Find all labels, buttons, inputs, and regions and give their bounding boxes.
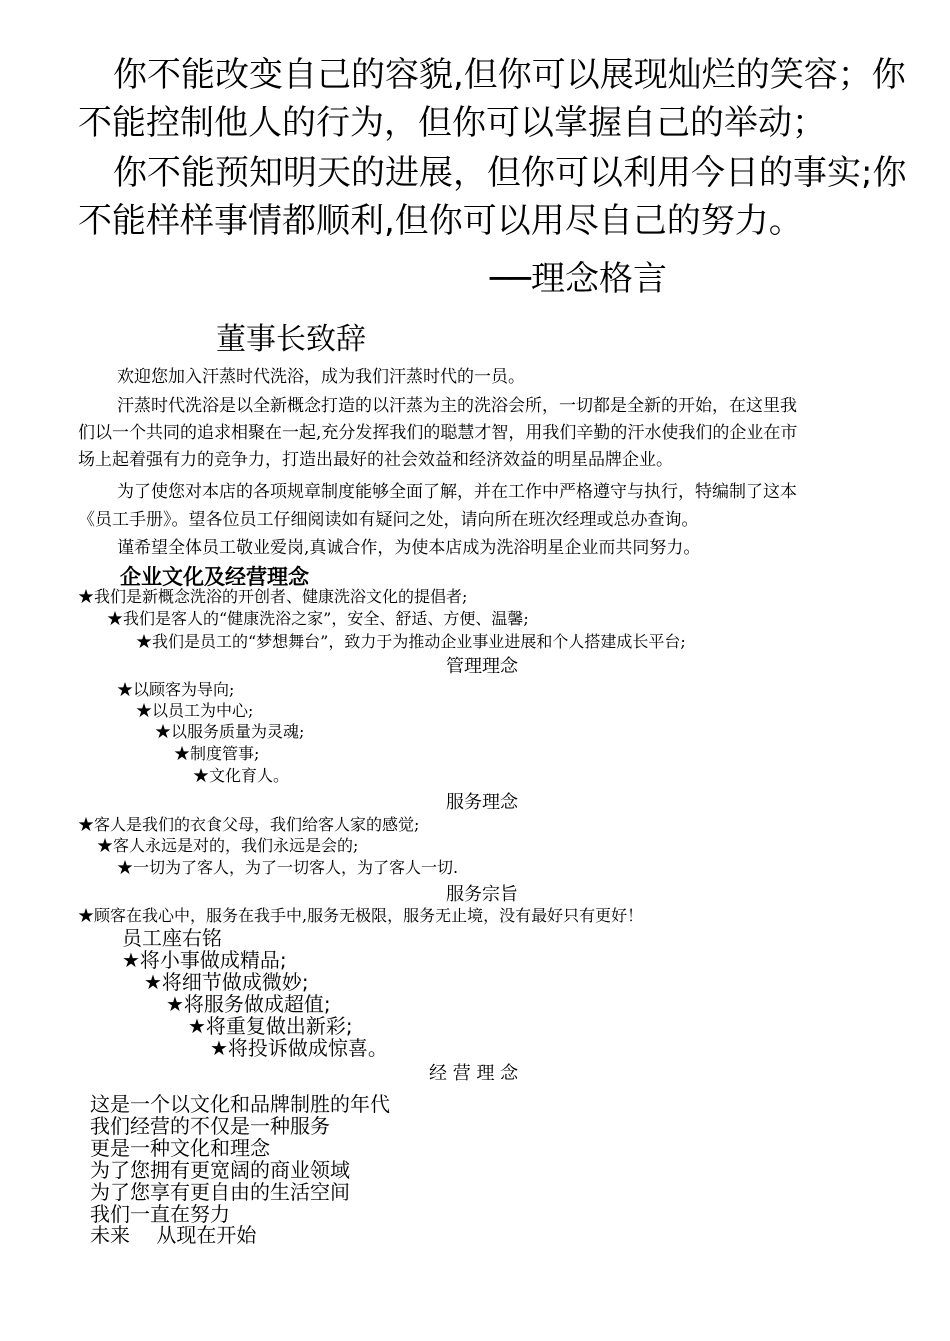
culture-title: 企业文化及经营理念	[120, 565, 309, 589]
chairman-para-2b: 们以一个共同的追求相聚在一起,充分发挥我们的聪慧才智，用我们辛勤的汗水使我们的企业在市	[78, 423, 798, 443]
staff-motto-item: ★将服务做成超值;	[166, 992, 331, 1016]
staff-motto-item: ★将投诉做成惊喜。	[210, 1036, 388, 1060]
business-line: 未来 从现在开始	[90, 1223, 257, 1247]
service-item: ★客人永远是对的，我们永远是会的;	[97, 836, 359, 855]
service-item: ★客人是我们的衣食父母，我们给客人家的感觉;	[78, 815, 420, 834]
chairman-para-2: 汗蒸时代洗浴是以全新概念打造的以汗蒸为主的洗浴会所，一切都是全新的开始，在这里我	[117, 396, 797, 416]
chairman-para-3b: 《员工手册》。望各位员工仔细阅读如有疑问之处，请向所在班次经理或总办查询。	[78, 510, 699, 530]
culture-item: ★我们是客人的“健康洗浴之家”，安全、舒适、方便、温馨;	[107, 609, 529, 628]
management-item: ★以员工为中心;	[136, 701, 254, 720]
staff-motto-title: 员工座右铭	[122, 926, 222, 950]
service-title: 服务理念	[446, 792, 518, 813]
chairman-para-2c: 场上起着强有力的竞争力，打造出最好的社会效益和经济效益的明星品牌企业。	[78, 450, 673, 470]
chairman-title: 董事长致辞	[216, 322, 366, 357]
chairman-para-1: 欢迎您加入汗蒸时代洗浴，成为我们汗蒸时代的一员。	[117, 367, 525, 387]
motto-line-4: 不能样样事情都顺利,但你可以用尽自己的努力。	[78, 201, 803, 241]
motto-signature: ──理念格言	[490, 259, 667, 299]
business-title: 经 营 理 念	[429, 1063, 519, 1084]
business-line: 更是一种文化和理念	[90, 1136, 270, 1160]
staff-motto-item: ★将重复做出新彩;	[188, 1014, 353, 1038]
motto-line-1: 你不能改变自己的容貌,但你可以展现灿烂的笑容；你	[113, 55, 906, 95]
culture-item: ★我们是新概念洗浴的开创者、健康洗浴文化的提倡者;	[78, 587, 468, 606]
staff-motto-item: ★将细节做成微妙;	[144, 970, 309, 994]
management-item: ★以服务质量为灵魂;	[155, 722, 305, 741]
staff-motto-item: ★将小事做成精品;	[122, 948, 287, 972]
purpose-title: 服务宗旨	[446, 884, 518, 905]
motto-line-2: 不能控制他人的行为，但你可以掌握自己的举动；	[78, 103, 826, 143]
motto-line-3: 你不能预知明天的进展，但你可以利用今日的事实;你	[113, 153, 907, 193]
business-line: 这是一个以文化和品牌制胜的年代	[90, 1092, 390, 1116]
chairman-para-4: 谨希望全体员工敬业爱岗,真诚合作，为使本店成为洗浴明星企业而共同努力。	[117, 538, 701, 558]
management-title: 管理理念	[446, 656, 518, 677]
management-item: ★文化育人。	[193, 766, 290, 785]
business-line: 我们经营的不仅是一种服务	[90, 1114, 330, 1138]
business-line: 为了您拥有更宽阔的商业领域	[90, 1158, 350, 1182]
purpose-item: ★顾客在我心中，服务在我手中,服务无极限，服务无止境，没有最好只有更好！	[78, 906, 644, 925]
culture-item: ★我们是员工的“梦想舞台”，致力于为推动企业事业进展和个人搭建成长平台;	[136, 632, 686, 651]
business-line: 为了您享有更自由的生活空间	[90, 1180, 350, 1204]
management-item: ★制度管事;	[174, 744, 260, 763]
chairman-para-3: 为了使您对本店的各项规章制度能够全面了解，并在工作中严格遵守与执行，特编制了这本	[117, 482, 797, 502]
service-item: ★一切为了客人，为了一切客人，为了客人一切.	[117, 858, 459, 877]
business-line: 我们一直在努力	[90, 1202, 230, 1226]
management-item: ★以顾客为导向;	[117, 680, 235, 699]
